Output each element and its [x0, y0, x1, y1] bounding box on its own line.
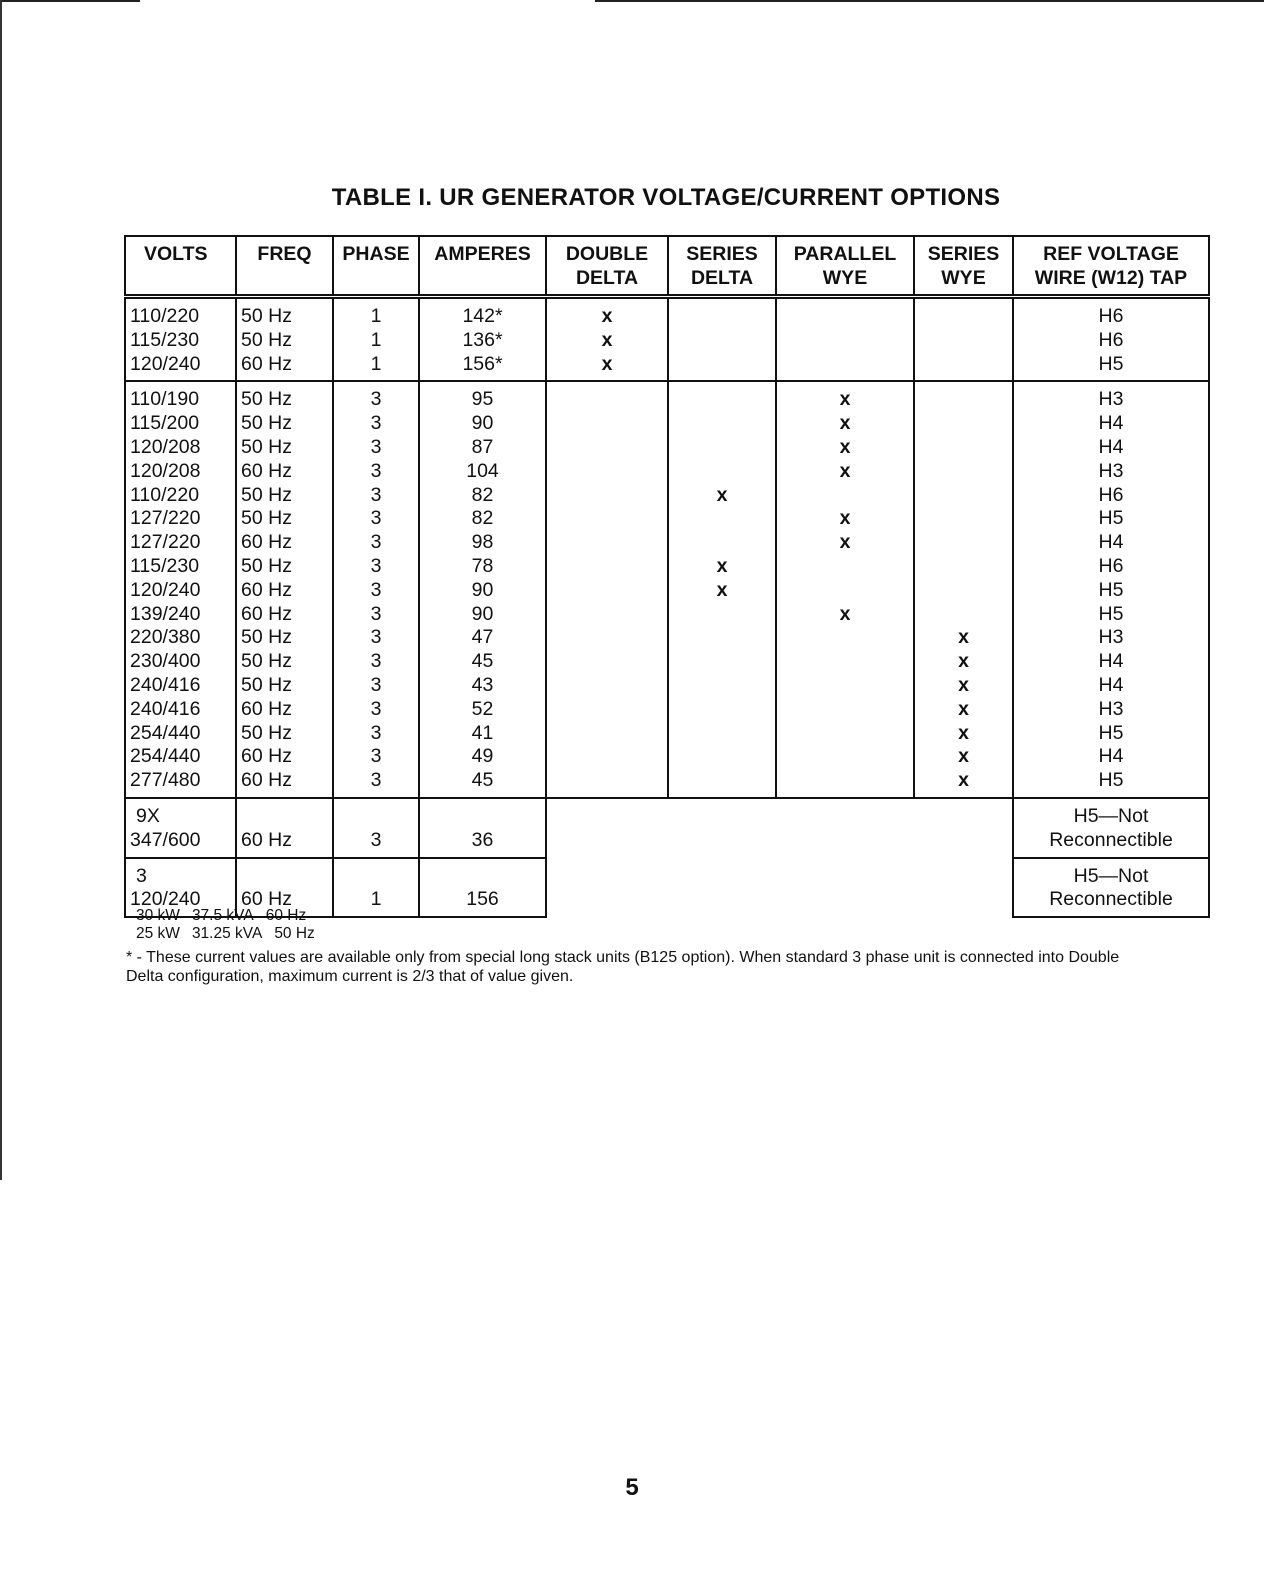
freq-cell: 50 Hz: [236, 412, 333, 436]
header-parallel-wye: PARALLEL WYE: [776, 236, 914, 297]
series-delta-cell: [668, 412, 776, 436]
special-label: 3: [125, 858, 236, 889]
amperes-cell: 78: [419, 555, 546, 579]
tap-cell: H3: [1013, 381, 1209, 412]
phase-cell: 3: [333, 460, 419, 484]
volts-cell: 110/190: [125, 381, 236, 412]
double-delta-cell: [546, 603, 668, 627]
series-delta-cell: [668, 626, 776, 650]
freq-cell: 60 Hz: [236, 353, 333, 382]
double-delta-cell: [546, 698, 668, 722]
table-row: [125, 579, 1209, 603]
table-row: [125, 698, 1209, 722]
freq-cell: 50 Hz: [236, 507, 333, 531]
volts-cell: 115/200: [125, 412, 236, 436]
special-label: 9X: [125, 798, 236, 829]
freq-cell: 50 Hz: [236, 329, 333, 353]
amperes-cell: 41: [419, 722, 546, 746]
volts-cell: 120/240: [125, 353, 236, 382]
header-ref-voltage-tap: REF VOLTAGE WIRE (W12) TAP: [1013, 236, 1209, 297]
amperes-cell: 142*: [419, 297, 546, 329]
amperes-cell: 45: [419, 650, 546, 674]
volts-cell: 115/230: [125, 555, 236, 579]
freq-cell: 50 Hz: [236, 381, 333, 412]
series-wye-cell: x: [914, 745, 1013, 769]
double-delta-cell: [546, 412, 668, 436]
tap-cell: H6: [1013, 297, 1209, 329]
amperes-cell: 82: [419, 507, 546, 531]
table-row: [125, 412, 1209, 436]
table-row: [125, 745, 1209, 769]
tap-cell: H5: [1013, 507, 1209, 531]
series-wye-cell: [914, 329, 1013, 353]
double-delta-cell: [546, 555, 668, 579]
parallel-wye-cell: [776, 745, 914, 769]
header-row: [125, 236, 1209, 297]
table-row: [125, 798, 1209, 829]
parallel-wye-cell: x: [776, 460, 914, 484]
amperes-cell: 45: [419, 769, 546, 798]
top-border-right: [595, 0, 1264, 2]
parallel-wye-cell: [776, 698, 914, 722]
phase-cell: 3: [333, 626, 419, 650]
parallel-wye-cell: x: [776, 531, 914, 555]
parallel-wye-cell: x: [776, 381, 914, 412]
phase-cell: 3: [333, 829, 419, 858]
amperes-cell: 52: [419, 698, 546, 722]
series-wye-cell: [914, 484, 1013, 508]
table-row: [125, 353, 1209, 382]
header-freq: FREQ: [236, 236, 333, 297]
tap-cell: H4: [1013, 436, 1209, 460]
series-wye-cell: [914, 460, 1013, 484]
table-row: [125, 484, 1209, 508]
header-amperes: AMPERES: [419, 236, 546, 297]
parallel-wye-cell: [776, 484, 914, 508]
amperes-cell: 90: [419, 603, 546, 627]
amperes-cell: 47: [419, 626, 546, 650]
header-series-delta: SERIES DELTA: [668, 236, 776, 297]
tap-cell: H4: [1013, 412, 1209, 436]
phase-cell: 3: [333, 555, 419, 579]
parallel-wye-cell: [776, 555, 914, 579]
series-delta-cell: [668, 698, 776, 722]
volts-cell: 120/240: [125, 888, 236, 917]
series-wye-cell: x: [914, 650, 1013, 674]
freq-cell: 50 Hz: [236, 436, 333, 460]
phase-cell: 3: [333, 650, 419, 674]
series-delta-cell: [668, 436, 776, 460]
volts-cell: 347/600: [125, 829, 236, 858]
parallel-wye-cell: [776, 722, 914, 746]
phase-cell: 3: [333, 531, 419, 555]
parallel-wye-cell: [776, 353, 914, 382]
volts-cell: 254/440: [125, 745, 236, 769]
freq-cell: 50 Hz: [236, 650, 333, 674]
double-delta-cell: [546, 650, 668, 674]
phase-cell: 3: [333, 769, 419, 798]
freq-cell: 50 Hz: [236, 674, 333, 698]
double-delta-cell: x: [546, 329, 668, 353]
double-delta-cell: [546, 674, 668, 698]
double-delta-cell: [546, 745, 668, 769]
special-group-9x: [125, 798, 1209, 858]
volts-cell: 139/240: [125, 603, 236, 627]
freq-cell: 60 Hz: [236, 829, 333, 858]
freq-cell: 60 Hz: [236, 460, 333, 484]
tap-cell: H5: [1013, 769, 1209, 798]
volts-cell: 240/416: [125, 674, 236, 698]
three-phase-group: [125, 381, 1209, 798]
volts-cell: 277/480: [125, 769, 236, 798]
tap-cell: H3: [1013, 698, 1209, 722]
volts-cell: 220/380: [125, 626, 236, 650]
series-wye-cell: [914, 603, 1013, 627]
phase-cell: 3: [333, 412, 419, 436]
merged-empty-cell: [546, 858, 1013, 918]
table-row: [125, 297, 1209, 329]
series-wye-cell: [914, 412, 1013, 436]
table-row: [125, 460, 1209, 484]
double-delta-cell: [546, 484, 668, 508]
table-row: [125, 769, 1209, 798]
footnote: * - These current values are available only from special long stack units (B125 option). When standard 3 phase unit is connected into Double Delta configuration, maximum current is 2/3 that of value given.: [126, 949, 1120, 985]
series-wye-cell: [914, 579, 1013, 603]
table-row: [125, 650, 1209, 674]
tap-cell: H5—Not: [1013, 798, 1209, 829]
series-delta-cell: x: [668, 579, 776, 603]
parallel-wye-cell: [776, 579, 914, 603]
table-row: [125, 603, 1209, 627]
phase-cell: 3: [333, 579, 419, 603]
series-delta-cell: [668, 722, 776, 746]
parallel-wye-cell: [776, 329, 914, 353]
parallel-wye-cell: x: [776, 603, 914, 627]
parallel-wye-cell: [776, 674, 914, 698]
series-wye-cell: [914, 531, 1013, 555]
amperes-cell: 156: [419, 888, 546, 917]
amperes-cell: 98: [419, 531, 546, 555]
table-row: [125, 531, 1209, 555]
double-delta-cell: x: [546, 353, 668, 382]
options-table-container: [124, 235, 1210, 918]
volts-cell: 110/220: [125, 297, 236, 329]
series-wye-cell: [914, 507, 1013, 531]
tap-cell: H6: [1013, 555, 1209, 579]
double-delta-cell: [546, 460, 668, 484]
double-delta-cell: [546, 436, 668, 460]
phase-cell: 1: [333, 329, 419, 353]
header-volts: VOLTS: [125, 236, 236, 297]
amperes-cell: 90: [419, 412, 546, 436]
volts-cell: 127/220: [125, 507, 236, 531]
tap-cell: H4: [1013, 531, 1209, 555]
parallel-wye-cell: [776, 297, 914, 329]
table-row: [125, 722, 1209, 746]
table-row: [125, 329, 1209, 353]
amperes-cell: 156*: [419, 353, 546, 382]
amperes-cell: 136*: [419, 329, 546, 353]
rating-line: 25 kW 31.25 kVA 50 Hz: [136, 925, 315, 942]
tap-cell: H5: [1013, 579, 1209, 603]
series-wye-cell: x: [914, 674, 1013, 698]
series-delta-cell: [668, 297, 776, 329]
tap-cell: H5—Not: [1013, 858, 1209, 889]
freq-cell: 60 Hz: [236, 698, 333, 722]
phase-cell: 3: [333, 674, 419, 698]
double-delta-cell: x: [546, 297, 668, 329]
amperes-cell: 82: [419, 484, 546, 508]
series-wye-cell: [914, 297, 1013, 329]
series-delta-cell: [668, 460, 776, 484]
double-delta-cell: [546, 722, 668, 746]
volts-cell: 127/220: [125, 531, 236, 555]
parallel-wye-cell: x: [776, 507, 914, 531]
freq-cell: 60 Hz: [236, 579, 333, 603]
series-wye-cell: x: [914, 626, 1013, 650]
series-delta-cell: x: [668, 555, 776, 579]
series-wye-cell: [914, 555, 1013, 579]
series-wye-cell: x: [914, 698, 1013, 722]
table-row: [125, 626, 1209, 650]
double-delta-cell: [546, 381, 668, 412]
double-delta-cell: [546, 531, 668, 555]
volts-cell: 110/220: [125, 484, 236, 508]
phase-cell: 1: [333, 353, 419, 382]
single-phase-group: [125, 297, 1209, 382]
amperes-cell: 36: [419, 829, 546, 858]
tap-cell: H6: [1013, 484, 1209, 508]
series-delta-cell: [668, 650, 776, 674]
phase-cell: 3: [333, 381, 419, 412]
page-number: 5: [625, 1474, 639, 1501]
amperes-cell: 95: [419, 381, 546, 412]
freq-cell: 60 Hz: [236, 603, 333, 627]
freq-cell: 50 Hz: [236, 626, 333, 650]
parallel-wye-cell: [776, 626, 914, 650]
phase-cell: 3: [333, 698, 419, 722]
amperes-cell: 104: [419, 460, 546, 484]
series-delta-cell: [668, 674, 776, 698]
tap-cell: H4: [1013, 745, 1209, 769]
series-delta-cell: [668, 603, 776, 627]
phase-cell: 3: [333, 484, 419, 508]
voltage-current-options-table: [124, 235, 1210, 918]
double-delta-cell: [546, 626, 668, 650]
left-margin-line: [0, 0, 2, 1180]
volts-cell: 120/208: [125, 460, 236, 484]
double-delta-cell: [546, 507, 668, 531]
tap-cell: H5: [1013, 722, 1209, 746]
parallel-wye-cell: [776, 650, 914, 674]
header-series-wye: SERIES WYE: [914, 236, 1013, 297]
parallel-wye-cell: x: [776, 412, 914, 436]
table-row: [125, 436, 1209, 460]
series-delta-cell: [668, 769, 776, 798]
table-row: [125, 381, 1209, 412]
series-wye-cell: [914, 353, 1013, 382]
freq-cell: 50 Hz: [236, 297, 333, 329]
tap-cell: H3: [1013, 626, 1209, 650]
table-title: TABLE I. UR GENERATOR VOLTAGE/CURRENT OPTIONS: [331, 184, 1001, 211]
series-wye-cell: x: [914, 769, 1013, 798]
double-delta-cell: [546, 769, 668, 798]
series-delta-cell: [668, 507, 776, 531]
tap-cell: Reconnectible: [1013, 888, 1209, 917]
merged-empty-cell: [546, 798, 1013, 858]
phase-cell: 3: [333, 603, 419, 627]
table-row: [125, 507, 1209, 531]
series-delta-cell: [668, 329, 776, 353]
phase-cell: 3: [333, 436, 419, 460]
parallel-wye-cell: x: [776, 436, 914, 460]
table-row: [125, 674, 1209, 698]
freq-cell: 50 Hz: [236, 722, 333, 746]
phase-cell: 1: [333, 888, 419, 917]
tap-cell: H3: [1013, 460, 1209, 484]
tap-cell: H5: [1013, 353, 1209, 382]
volts-cell: 120/208: [125, 436, 236, 460]
freq-cell: 60 Hz: [236, 888, 333, 917]
series-delta-cell: [668, 745, 776, 769]
header-double-delta: DOUBLE DELTA: [546, 236, 668, 297]
volts-cell: 115/230: [125, 329, 236, 353]
tap-cell: H5: [1013, 603, 1209, 627]
series-wye-cell: [914, 436, 1013, 460]
series-delta-cell: x: [668, 484, 776, 508]
tap-cell: Reconnectible: [1013, 829, 1209, 858]
header-phase: PHASE: [333, 236, 419, 297]
tap-cell: H4: [1013, 650, 1209, 674]
phase-cell: 3: [333, 745, 419, 769]
volts-cell: 254/440: [125, 722, 236, 746]
phase-cell: 1: [333, 297, 419, 329]
amperes-cell: 90: [419, 579, 546, 603]
table-row: [125, 858, 1209, 889]
table-row: [125, 555, 1209, 579]
freq-cell: 60 Hz: [236, 745, 333, 769]
parallel-wye-cell: [776, 769, 914, 798]
double-delta-cell: [546, 579, 668, 603]
phase-cell: 3: [333, 507, 419, 531]
ratings-block: [136, 907, 327, 943]
freq-cell: 60 Hz: [236, 531, 333, 555]
series-delta-cell: [668, 531, 776, 555]
freq-cell: 50 Hz: [236, 555, 333, 579]
phase-cell: 3: [333, 722, 419, 746]
volts-cell: 240/416: [125, 698, 236, 722]
freq-cell: 60 Hz: [236, 769, 333, 798]
tap-cell: H6: [1013, 329, 1209, 353]
tap-cell: H4: [1013, 674, 1209, 698]
top-border-left: [0, 0, 140, 2]
series-wye-cell: x: [914, 722, 1013, 746]
series-delta-cell: [668, 353, 776, 382]
series-wye-cell: [914, 381, 1013, 412]
amperes-cell: 43: [419, 674, 546, 698]
rating-line: 30 kW 37.5 kVA 60 Hz: [136, 907, 307, 924]
amperes-cell: 49: [419, 745, 546, 769]
volts-cell: 230/400: [125, 650, 236, 674]
amperes-cell: 87: [419, 436, 546, 460]
series-delta-cell: [668, 381, 776, 412]
volts-cell: 120/240: [125, 579, 236, 603]
freq-cell: 50 Hz: [236, 484, 333, 508]
